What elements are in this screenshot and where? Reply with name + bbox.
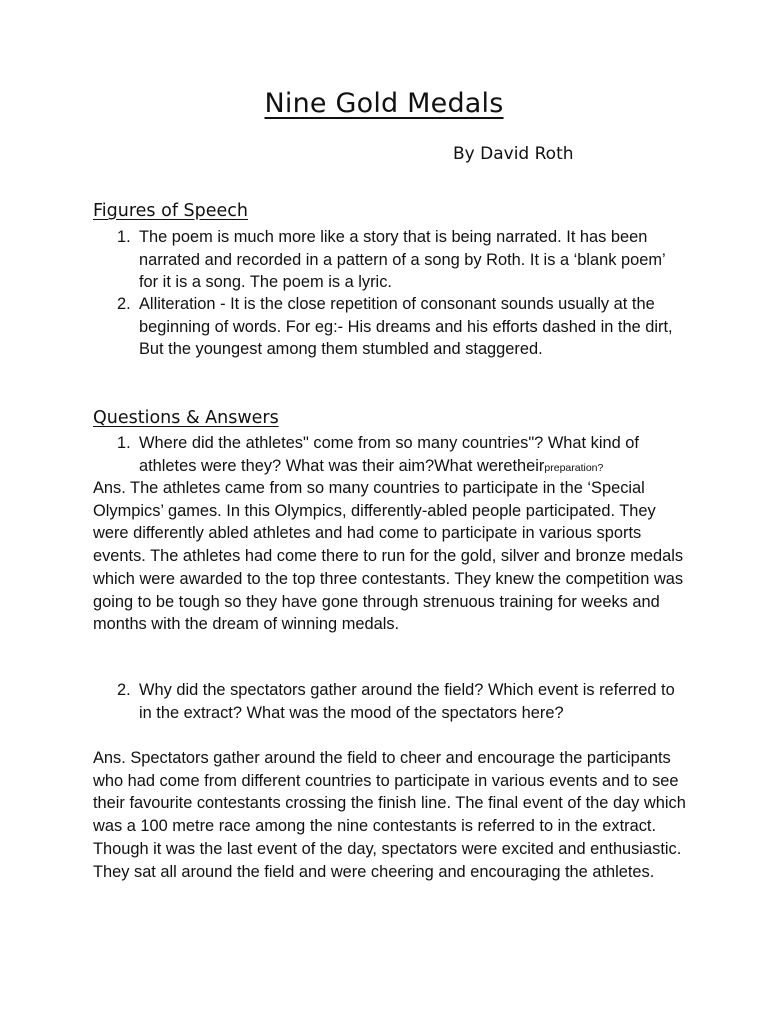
page-title: Nine Gold Medals bbox=[264, 88, 504, 119]
figure-item-number: 1. bbox=[117, 228, 131, 246]
question-number: 1. bbox=[117, 434, 131, 452]
figure-item-text: The poem is much more like a story that is being narrated. It has been narrated and recorded in a pattern of a song by Roth. It is a ‘blank poem’ for it is a song. The poem is a lyric. bbox=[139, 228, 666, 292]
author-byline: By David Roth bbox=[453, 144, 574, 164]
figures-of-speech-heading: Figures of Speech bbox=[93, 201, 249, 221]
question-text: Why did the spectators gather around the field? Which event is referred to in the extract? What was the mood of the spectators here? bbox=[139, 681, 675, 722]
figure-item-number: 2. bbox=[117, 295, 131, 313]
answer-paragraph: Ans. The athletes came from so many countries to participate in the ‘Special Olympics’ games. In this Olympics, differently-abled people participated. They were differently abled athletes and had come to participate in various sports events. The athletes had come there to run for the gold, silver and bronze medals which were awarded to the top three contestants. They knew the competition was going to be tough so they have gone through strenuous training for weeks and months with the dream of winning medals. bbox=[93, 479, 684, 634]
questions-answers-heading: Questions & Answers bbox=[93, 408, 279, 428]
question-number: 2. bbox=[117, 681, 131, 699]
question-text bbox=[139, 432, 684, 479]
question-text-small: preparation? bbox=[544, 461, 604, 474]
figure-item-text: Alliteration - It is the close repetition of consonant sounds usually at the beginning of words. For eg:- His dreams and his efforts dashed in the dirt, But the youngest among them stumbled and staggered. bbox=[139, 295, 673, 359]
answer-paragraph: Ans. Spectators gather around the field to cheer and encourage the participants who had come from different countries to participate in various events and to see their favourite contestants crossing the finish line. The final event of the day which was a 100 metre race among the nine contestants is referred to in the extract. Though it was the last event of the day, spectators were excited and enthusiastic. They sat all around the field and were cheering and encouraging the athletes. bbox=[93, 749, 686, 881]
question-text-main: Where did the athletes" come from so many countries"? What kind of athletes were they? What was their aim?What weretheir bbox=[139, 434, 639, 475]
